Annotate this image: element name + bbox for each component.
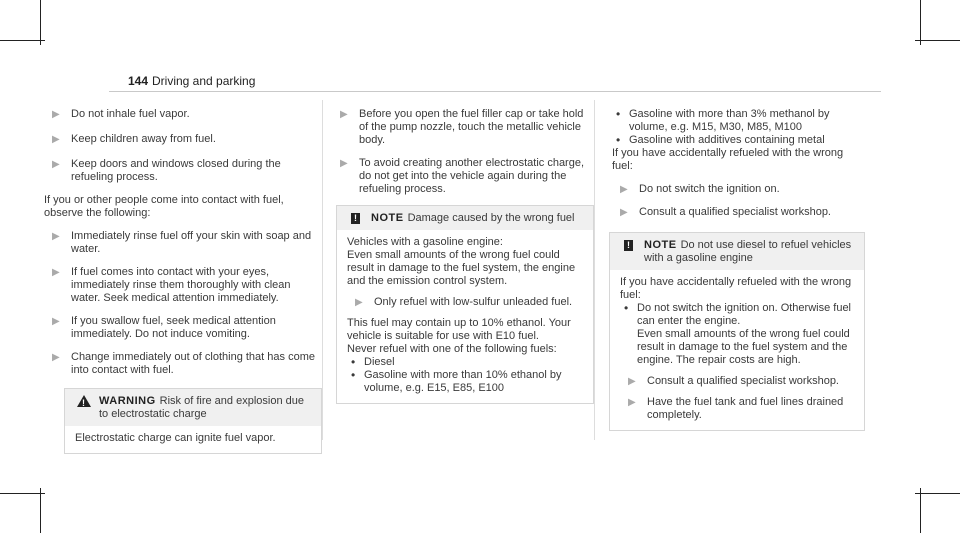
- paragraph: Even small amounts of the wrong fuel could result in damage to the fuel system, the engine and the emission control system.: [347, 249, 576, 287]
- arrow-icon: ▶: [628, 376, 636, 387]
- list-item: ▶ If fuel comes into contact with your eyes, immediately rinse them thoroughly with clean water. Seek medical attention immediately.: [52, 266, 291, 304]
- paragraph: If you have accidentally refueled with the wrong fuel:: [620, 276, 852, 301]
- list-item: • Gasoline with more than 3% methanol by volume, e.g. M15, M30, M85, M100: [616, 107, 830, 133]
- warning-icon: !: [77, 395, 91, 407]
- crop-mark: [920, 0, 921, 45]
- list-item: ▶ To avoid creating another electrostatic charge, do not get into the vehicle again during the refueling process.: [340, 157, 585, 195]
- column-3: [612, 108, 862, 219]
- arrow-icon: ▶: [52, 316, 60, 327]
- arrow-icon: ▶: [340, 109, 348, 120]
- list-item: • Do not switch the ignition on. Otherwise fuel can enter the engine.: [624, 301, 852, 327]
- note-label: NOTE: [371, 212, 404, 224]
- list-item: • Gasoline with additives containing metal: [616, 133, 825, 147]
- bullet-dot: •: [616, 133, 621, 147]
- column-2: [332, 108, 590, 196]
- list-item: ▶ Keep doors and windows closed during the refueling process.: [52, 158, 281, 183]
- paragraph: Even small amounts of the wrong fuel could result in damage to the fuel system and the engine. The repair costs are high.: [637, 328, 850, 366]
- paragraph: Vehicles with a gasoline engine:: [347, 236, 503, 248]
- paragraph: This fuel may contain up to 10% ethanol. Your vehicle is suitable for use with E10 fuel.: [347, 317, 571, 342]
- note-header: [337, 206, 593, 230]
- list-item: ▶ Change immediately out of clothing that has come into contact with fuel.: [52, 351, 315, 376]
- list-item: ▶ If you swallow fuel, seek medical attention immediately. Do not induce vomiting.: [52, 315, 276, 340]
- crop-mark: [915, 40, 960, 41]
- list-item: • Gasoline with more than 10% ethanol by volume, e.g. E15, E85, E100: [351, 368, 562, 394]
- arrow-icon: ▶: [52, 159, 60, 170]
- arrow-icon: ▶: [628, 397, 636, 408]
- crop-mark: [40, 0, 41, 45]
- crop-mark: [915, 493, 960, 494]
- page-title: Driving and parking: [152, 74, 256, 88]
- arrow-icon: ▶: [620, 184, 628, 195]
- arrow-icon: ▶: [355, 297, 363, 308]
- list-item: • Diesel: [351, 355, 395, 369]
- list-item: ▶ Keep children away from fuel.: [52, 133, 216, 145]
- list-item: ▶ Do not switch the ignition on.: [620, 183, 780, 195]
- bullet-dot: •: [624, 301, 629, 315]
- crop-mark: [920, 488, 921, 533]
- list-item: ▶ Consult a qualified specialist workshop.: [620, 206, 831, 218]
- bullet-dot: •: [616, 107, 621, 121]
- list-item: ▶ Immediately rinse fuel off your skin with soap and water.: [52, 230, 312, 255]
- column-1: [44, 108, 316, 377]
- crop-mark: [40, 488, 41, 533]
- header-divider: [109, 91, 881, 92]
- note-box: [336, 205, 594, 404]
- note-body: [337, 230, 593, 403]
- bullet-dot: •: [351, 355, 356, 369]
- arrow-icon: ▶: [52, 352, 60, 363]
- notice-icon: !: [624, 240, 633, 251]
- page-number: 144: [128, 74, 149, 88]
- note-title: Do not use diesel to refuel vehicles with a gasoline engine: [644, 239, 852, 264]
- arrow-icon: ▶: [620, 207, 628, 218]
- bullet-dot: •: [351, 368, 356, 382]
- warning-title: Risk of fire and explosion due to electrostatic charge: [99, 395, 304, 420]
- warning-header: [65, 389, 321, 426]
- paragraph: If you have accidentally refueled with the wrong fuel:: [612, 147, 844, 172]
- note-box: [609, 232, 865, 431]
- note-label: NOTE: [644, 239, 677, 251]
- warning-label: WARNING: [99, 395, 156, 407]
- list-item: ▶ Only refuel with low-sulfur unleaded fuel.: [355, 296, 573, 308]
- list-item: ▶ Consult a qualified specialist workshop.: [628, 375, 839, 387]
- paragraph: Never refuel with one of the following fuels:: [347, 343, 557, 355]
- paragraph: If you or other people come into contact with fuel, observe the following:: [44, 194, 284, 219]
- arrow-icon: ▶: [52, 134, 60, 145]
- arrow-icon: ▶: [52, 231, 60, 242]
- crop-mark: [0, 493, 45, 494]
- notice-icon: !: [351, 213, 360, 224]
- arrow-icon: ▶: [52, 109, 60, 120]
- warning-body: Electrostatic charge can ignite fuel vapor.: [75, 432, 276, 444]
- note-body: [610, 270, 864, 430]
- arrow-icon: ▶: [52, 267, 60, 278]
- note-header: [610, 233, 864, 270]
- warning-box: [64, 388, 322, 454]
- list-item: ▶ Before you open the fuel filler cap or take hold of the pump nozzle, touch the metallic vehicle body.: [340, 108, 584, 146]
- list-item: ▶ Have the fuel tank and fuel lines drained completely.: [628, 396, 844, 421]
- arrow-icon: ▶: [340, 158, 348, 169]
- crop-mark: [0, 40, 45, 41]
- note-title: Damage caused by the wrong fuel: [407, 212, 575, 224]
- list-item: ▶ Do not inhale fuel vapor.: [52, 108, 190, 120]
- column-divider: [322, 100, 323, 440]
- column-divider: [594, 100, 595, 440]
